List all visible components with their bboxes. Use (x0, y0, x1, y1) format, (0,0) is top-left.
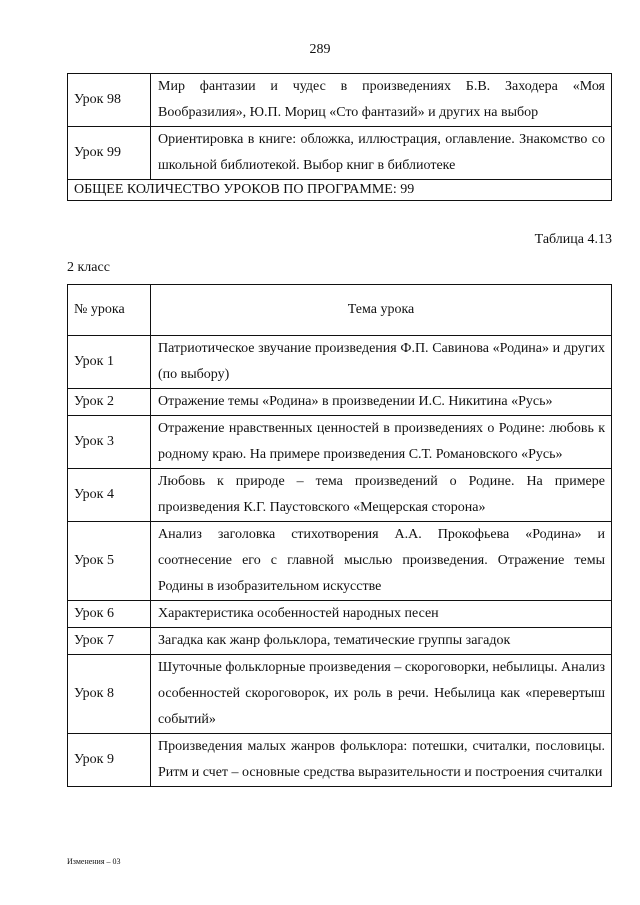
lesson-topic: Характеристика особенностей народных песен (151, 601, 612, 628)
table-row (68, 655, 612, 734)
lesson-number: Урок 7 (68, 628, 151, 655)
lesson-number: Урок 2 (68, 389, 151, 416)
table-row (68, 628, 612, 655)
footer-note: Изменения – 03 (67, 857, 121, 866)
lesson-topic: Шуточные фольклорные произведения – скороговорки, небылицы. Анализ особенностей скороговорок, их роль в речи. Небылица как «перевертыш событий» (151, 655, 612, 734)
column-header-topic: Тема урока (151, 285, 612, 336)
lesson-number: Урок 6 (68, 601, 151, 628)
column-header-number: № урока (68, 285, 151, 336)
lesson-table (67, 284, 612, 787)
lesson-topic: Отражение темы «Родина» в произведении И.С. Никитина «Русь» (151, 389, 612, 416)
lesson-topic: Патриотическое звучание произведения Ф.П. Савинова «Родина» и других (по выбору) (151, 336, 612, 389)
total-row (68, 180, 612, 201)
lesson-number: Урок 4 (68, 469, 151, 522)
lesson-number: Урок 9 (68, 734, 151, 787)
lesson-number: Урок 1 (68, 336, 151, 389)
table-header-row (68, 285, 612, 336)
lesson-number: Урок 8 (68, 655, 151, 734)
lesson-topic: Мир фантазии и чудес в произведениях Б.В. Заходера «Моя Вообразилия», Ю.П. Мориц «Сто фантазий» и других на выбор (151, 74, 612, 127)
continued-lesson-table (67, 73, 612, 201)
table-row (68, 522, 612, 601)
lesson-topic: Любовь к природе – тема произведений о Родине. На примере произведения К.Г. Паустовского «Мещерская сторона» (151, 469, 612, 522)
lesson-topic: Отражение нравственных ценностей в произведениях о Родине: любовь к родному краю. На примере произведения С.Т. Романовского «Русь» (151, 416, 612, 469)
table-row (68, 734, 612, 787)
table-row (68, 416, 612, 469)
lesson-number: Урок 3 (68, 416, 151, 469)
table-row (68, 74, 612, 127)
table-row (68, 336, 612, 389)
class-label: 2 класс (67, 260, 110, 275)
lesson-topic: Загадка как жанр фольклора, тематические группы загадок (151, 628, 612, 655)
total-lessons: ОБЩЕЕ КОЛИЧЕСТВО УРОКОВ ПО ПРОГРАММЕ: 99 (68, 180, 612, 201)
table-row (68, 127, 612, 180)
lesson-number: Урок 98 (68, 74, 151, 127)
lesson-number: Урок 5 (68, 522, 151, 601)
lesson-topic: Произведения малых жанров фольклора: потешки, считалки, пословицы. Ритм и счет – основные средства выразительности и построения считалки (151, 734, 612, 787)
lesson-topic: Ориентировка в книге: обложка, иллюстрация, оглавление. Знакомство со школьной библиотекой. Выбор книг в библиотеке (151, 127, 612, 180)
lesson-number: Урок 99 (68, 127, 151, 180)
page-number: 289 (309, 42, 331, 57)
table-label: Таблица 4.13 (534, 232, 612, 247)
table-row (68, 469, 612, 522)
lesson-topic: Анализ заголовка стихотворения А.А. Прокофьева «Родина» и соотнесение его с главной мыслью произведения. Отражение темы Родины в изобразительном искусстве (151, 522, 612, 601)
table-row (68, 389, 612, 416)
table-row (68, 601, 612, 628)
